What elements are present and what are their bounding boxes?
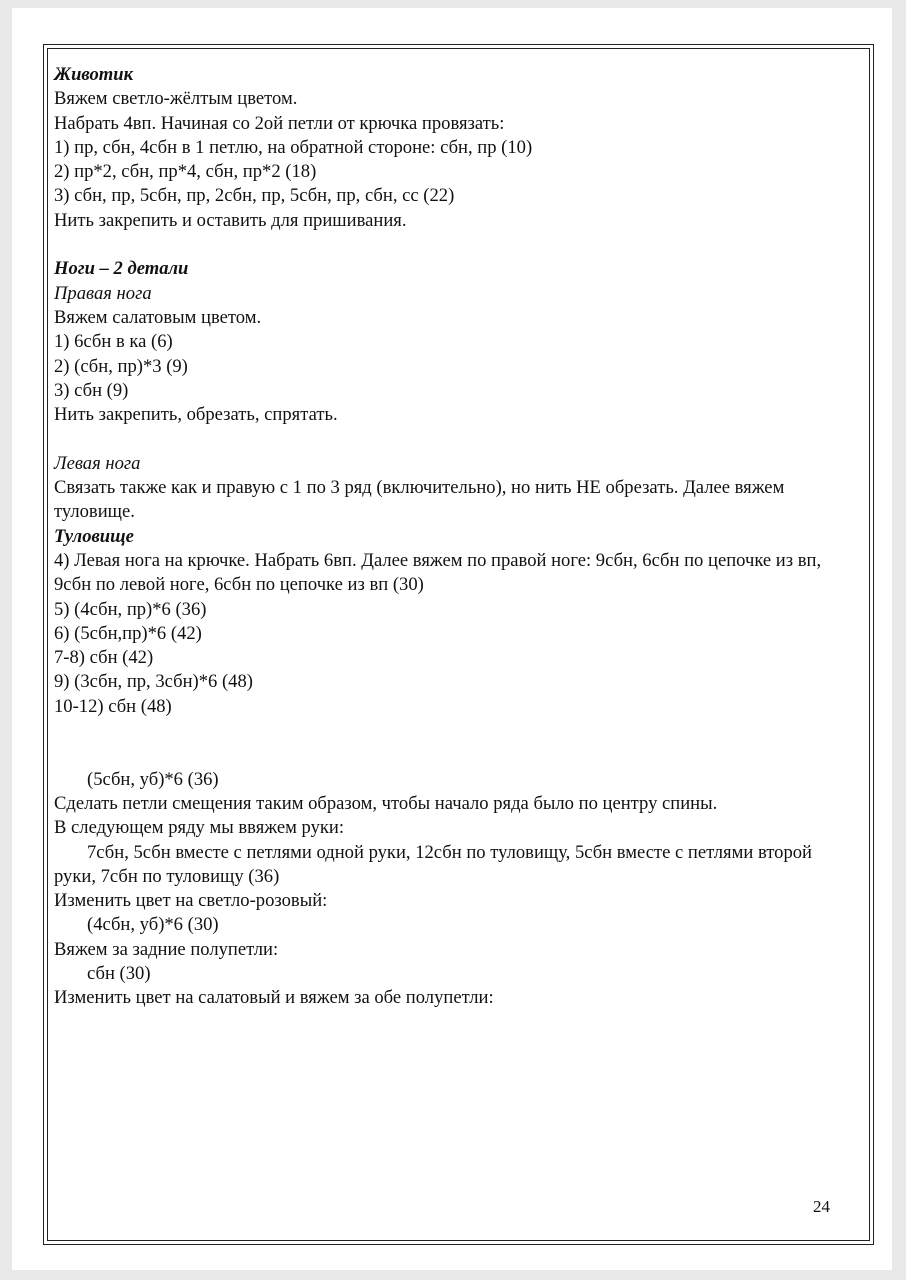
paragraph-arms-row: 7сбн, 5сбн вместе с петлями одной руки, 12сбн по туловищу, 5сбн вместе с петлями второй руки, 7сбн по туловищу (36): [54, 841, 813, 887]
paragraph-left-leg: Связать также как и правую с 1 по 3 ряд (включительно), но нить НЕ обрезать. Далее вяжем туловище.: [54, 477, 785, 523]
text-line: Изменить цвет на светло-розовый:: [54, 890, 328, 912]
section-title-legs: Ноги – 2 детали: [54, 258, 189, 280]
spacer: [54, 233, 834, 257]
subsection-title-left-leg: Левая нога: [54, 452, 141, 474]
text-line: 9) (3сбн, пр, 3сбн)*6 (48): [54, 671, 253, 693]
text-line: Изменить цвет на салатовый и вяжем за обе полупетли:: [54, 987, 494, 1009]
text-line-indented: сбн (30): [87, 962, 151, 984]
text-line: 3) сбн, пр, 5сбн, пр, 2сбн, пр, 5сбн, пр, сбн, сс (22): [54, 185, 455, 207]
text-line: 1) 6сбн в ка (6): [54, 331, 173, 353]
paragraph-row-4: 4) Левая нога на крючке. Набрать 6вп. Далее вяжем по правой ноге: 9сбн, 6сбн по цепочке из вп, 9сбн по левой ноге, 6сбн по цепочке из вп (30): [54, 549, 822, 596]
text-line: Вяжем салатовым цветом.: [54, 306, 262, 328]
document-body: [54, 63, 834, 1011]
spacer: [54, 427, 834, 451]
text-line: Вяжем за задние полупетли:: [54, 938, 279, 960]
text-line: Набрать 4вп. Начиная со 2ой петли от крючка провязать:: [54, 112, 505, 134]
text-line: Сделать петли смещения таким образом, чтобы начало ряда было по центру спины.: [54, 792, 718, 814]
text-line-indented: (5сбн, уб)*6 (36): [87, 768, 219, 790]
text-line: 6) (5сбн,пр)*6 (42): [54, 622, 202, 644]
text-line: 3) сбн (9): [54, 379, 129, 401]
text-line: 5) (4сбн, пр)*6 (36): [54, 598, 207, 620]
subsection-title-right-leg: Правая нога: [54, 282, 152, 304]
text-line: 1) пр, сбн, 4сбн в 1 петлю, на обратной стороне: сбн, пр (10): [54, 136, 533, 158]
text-line: 10-12) сбн (48): [54, 695, 172, 717]
text-line: Нить закрепить, обрезать, спрятать.: [54, 404, 338, 426]
text-line: Вяжем светло-жёлтым цветом.: [54, 88, 298, 110]
text-line: 2) (сбн, пр)*3 (9): [54, 355, 188, 377]
section-title-belly: Животик: [54, 64, 133, 85]
text-line: 7-8) сбн (42): [54, 647, 154, 669]
text-line: 2) пр*2, сбн, пр*4, сбн, пр*2 (18): [54, 161, 317, 183]
section-title-torso: Туловище: [54, 525, 134, 547]
text-line: В следующем ряду мы ввяжем руки:: [54, 817, 345, 839]
page-number: 24: [813, 1197, 830, 1216]
spacer: [54, 719, 834, 768]
text-line: Нить закрепить и оставить для пришивания.: [54, 209, 407, 231]
text-line-indented: (4сбн, уб)*6 (30): [87, 914, 219, 936]
